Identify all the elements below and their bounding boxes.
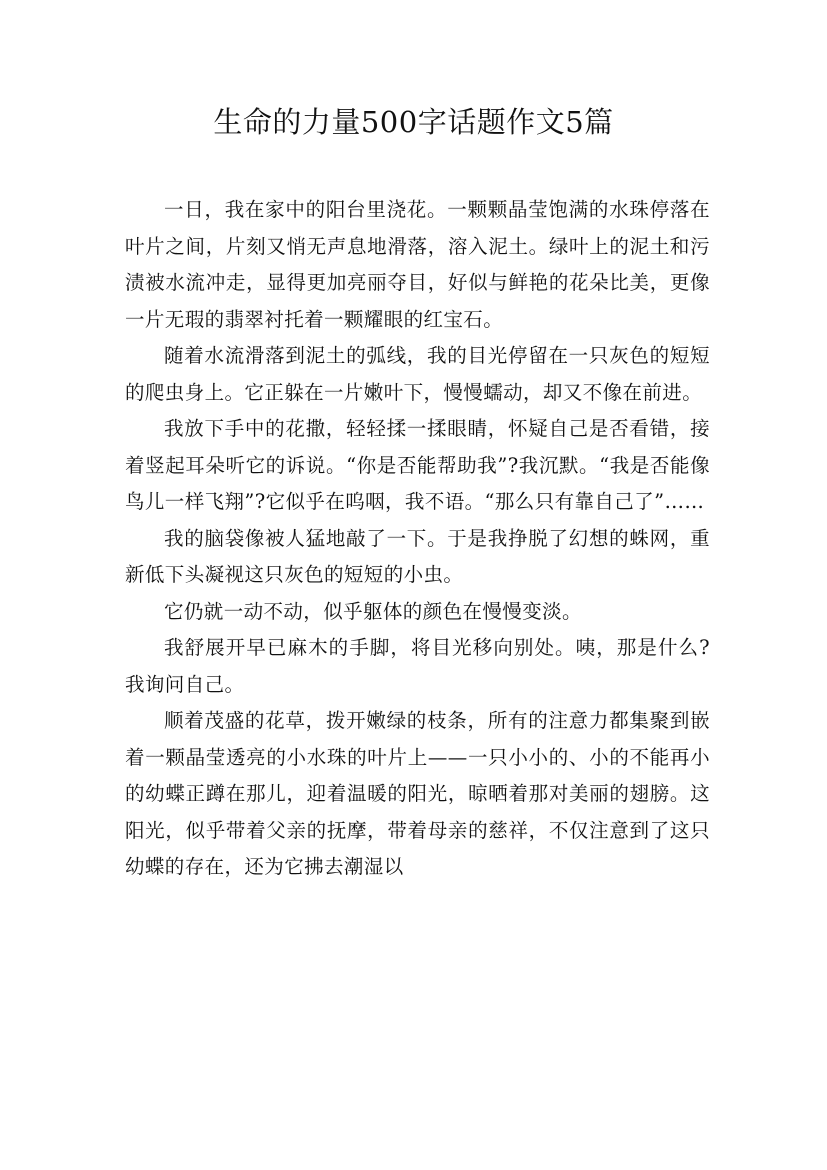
paragraph-3: 我放下手中的花撒，轻轻揉一揉眼睛，怀疑自己是否看错，接着竖起耳朵听它的诉说。“你是否能帮助我”?我沉默。“我是否能像鸟儿一样飞翔”?它似乎在呜咽，我不语。“那么只有靠自己了”…… (125, 417, 710, 513)
paragraph-6: 我舒展开早已麻木的手脚，将目光移向别处。咦，那是什么?我询问自己。 (125, 636, 710, 696)
paragraph-1: 一日，我在家中的阳台里浇花。一颗颗晶莹饱满的水珠停落在叶片之间，片刻又悄无声息地滑落，溶入泥土。绿叶上的泥土和污渍被水流冲走，显得更加亮丽夺目，好似与鲜艳的花朵比美，更像一片无瑕的翡翠衬托着一颗耀眼的红宝石。 (125, 198, 710, 331)
document-title: 生命的力量500字话题作文5篇 (213, 105, 614, 139)
paragraph-7: 顺着茂盛的花草，拨开嫩绿的枝条，所有的注意力都集聚到嵌着一颗晶莹透亮的小水珠的叶片上——一只小小的、小的不能再小的幼蝶正蹲在那儿，迎着温暖的阳光，晾晒着那对美丽的翅膀。这阳光，似乎带着父亲的抚摩，带着母亲的慈祥，不仅注意到了这只幼蝶的存在，还为它拂去潮湿以 (125, 709, 710, 878)
paragraph-4: 我的脑袋像被人猛地敲了一下。于是我挣脱了幻想的蛛网，重新低下头凝视这只灰色的短短的小虫。 (125, 526, 710, 586)
paragraph-2: 随着水流滑落到泥土的弧线，我的目光停留在一只灰色的短短的爬虫身上。它正躲在一片嫩叶下，慢慢蠕动，却又不像在前进。 (125, 344, 710, 404)
paragraph-5: 它仍就一动不动，似乎躯体的颜色在慢慢变淡。 (164, 599, 582, 623)
document-body (125, 192, 710, 886)
